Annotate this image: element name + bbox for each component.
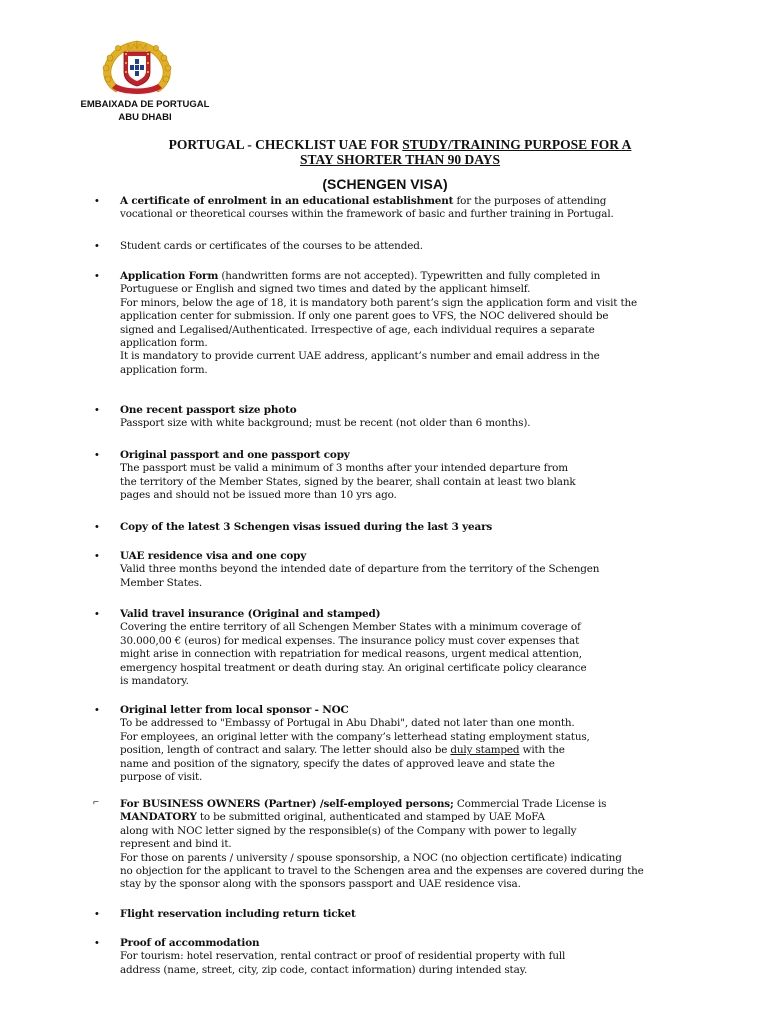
item-text: along with NOC letter signed by the responsible(s) of the Company with power to legally [120, 824, 577, 837]
item-heading: For BUSINESS OWNERS (Partner) /self-employed persons; [120, 798, 454, 810]
bullet-icon: • [95, 521, 99, 533]
item-text: vocational or theoretical courses within the framework of basic and further training in Portugal. [120, 208, 614, 221]
embassy-city: ABU DHABI [118, 112, 172, 123]
bullet-icon: • [95, 704, 99, 716]
item-text: For minors, below the age of 18, it is mandatory both parent’s sign the application form and visit the [120, 296, 638, 309]
item-text: Member States. [120, 576, 203, 589]
item-text: with the [519, 744, 565, 757]
bullet-icon: • [95, 449, 99, 461]
item-text: to be submitted original, authenticated and stamped by UAE MoFA [196, 811, 545, 824]
bullet-icon: • [95, 550, 99, 562]
item-heading: Original letter from local sponsor - NOC [120, 704, 349, 716]
bullet-icon: • [95, 195, 99, 207]
item-heading: One recent passport size photo [120, 404, 297, 416]
item-heading: UAE residence visa and one copy [120, 550, 307, 562]
item-text: application center for submission. If only one parent goes to VFS, the NOC delivered should be [120, 310, 609, 323]
item-text: is mandatory. [120, 675, 189, 688]
item-heading: Original passport and one passport copy [120, 449, 350, 461]
item-text: Commercial Trade License is [453, 798, 607, 810]
embassy-name: EMBAIXADA DE PORTUGAL [80, 99, 210, 110]
embassy-heading [75, 98, 215, 124]
document-subtitle: (SCHENGEN VISA) [322, 176, 448, 192]
item-text: For tourism: hotel reservation, rental contract or proof of residential property with full [120, 950, 566, 963]
bullet-icon: • [95, 908, 99, 920]
item-heading: Copy of the latest 3 Schengen visas issued during the last 3 years [120, 521, 493, 533]
title-part-2: STUDY/TRAINING PURPOSE FOR A [402, 137, 632, 152]
item-heading: Application Form [120, 270, 219, 282]
item-text: Valid three months beyond the intended date of departure from the territory of the Schengen [120, 563, 600, 576]
document-title [110, 137, 690, 167]
item-text: address (name, street, city, zip code, contact information) during intended stay. [120, 963, 528, 976]
item-text: It is mandatory to provide current UAE address, applicant’s number and email address in the [120, 350, 600, 363]
item-text: Passport size with white background; must be recent (not older than 6 months). [120, 417, 531, 430]
item-text: application form. [120, 363, 208, 376]
item-text: The passport must be valid a minimum of 3 months after your intended departure from [120, 462, 568, 475]
list-item-certificate [95, 195, 700, 222]
list-item-business-owners [93, 797, 700, 892]
item-text: the territory of the Member States, signed by the bearer, shall contain at least two blank [120, 475, 576, 488]
list-item-accommodation [95, 937, 700, 977]
list-item-photo [95, 404, 700, 431]
list-item-insurance [95, 608, 700, 688]
list-item-residence-visa [95, 550, 700, 590]
item-text: For employees, an original letter with the company’s letterhead stating employment status, [120, 730, 590, 743]
bullet-icon: • [95, 404, 99, 416]
bullet-icon: • [95, 240, 99, 252]
item-text: To be addressed to "Embassy of Portugal in Abu Dhabi", dated not later than one month. [120, 717, 575, 730]
item-text: Student cards or certificates of the courses to be attended. [120, 240, 423, 252]
list-item-schengen-visas [95, 521, 700, 534]
item-heading: A certificate of enrolment in an educational establishment [120, 195, 454, 207]
item-text: emergency hospital treatment or death during stay. An original certificate policy clearance [120, 661, 587, 674]
item-text: application form. [120, 337, 208, 350]
title-line-2: STAY SHORTER THAN 90 DAYS [299, 152, 501, 167]
item-heading: Flight reservation including return ticket [120, 908, 356, 920]
item-text: name and position of the signatory, specify the dates of approved leave and state the [120, 757, 555, 770]
bullet-icon: • [95, 270, 99, 282]
item-text: represent and bind it. [120, 838, 232, 851]
list-item-noc [95, 704, 700, 784]
item-text: 30.000,00 € (euros) for medical expenses. The insurance policy must cover expenses that [120, 634, 580, 647]
title-part-1: PORTUGAL - CHECKLIST UAE FOR [168, 137, 403, 152]
item-text: pages and should not be issued more than 10 yrs ago. [120, 489, 397, 502]
bullet-icon: • [95, 608, 99, 620]
item-text: For those on parents / university / spouse sponsorship, a NOC (no objection certificate) indicating [120, 851, 622, 864]
item-text: position, length of contract and salary. The letter should also be [120, 744, 451, 757]
item-text: Covering the entire territory of all Schengen Member States with a minimum coverage of [120, 621, 581, 634]
item-text: no objection for the applicant to travel to the Schengen area and the expenses are covered during the [120, 865, 644, 878]
list-item-application-form [95, 270, 700, 377]
item-heading: MANDATORY [120, 811, 197, 824]
item-text: might arise in connection with repatriation for medical reasons, urgent medical attention, [120, 648, 582, 661]
item-text: signed and Legalised/Authenticated. Irrespective of age, each individual requires a separate [120, 323, 595, 336]
list-item-flight [95, 908, 700, 921]
item-text: Portuguese or English and signed two times and dated by the applicant himself. [120, 283, 531, 296]
list-item-passport [95, 449, 700, 503]
item-text: (handwritten forms are not accepted). Typewritten and fully completed in [218, 270, 601, 282]
item-text: stay by the sponsor along with the sponsors passport and UAE residence visa. [120, 878, 521, 891]
item-heading: Proof of accommodation [120, 937, 260, 949]
item-text: for the purposes of attending [453, 195, 607, 207]
item-heading: Valid travel insurance (Original and stamped) [120, 608, 381, 620]
corner-bullet-icon: ⌐ [93, 797, 99, 808]
bullet-icon: • [95, 937, 99, 949]
item-text: purpose of visit. [120, 771, 203, 784]
list-item-student-cards [95, 240, 700, 253]
portuguese-coat-of-arms-logo [98, 38, 176, 98]
item-text-underlined: duly stamped [450, 744, 520, 757]
